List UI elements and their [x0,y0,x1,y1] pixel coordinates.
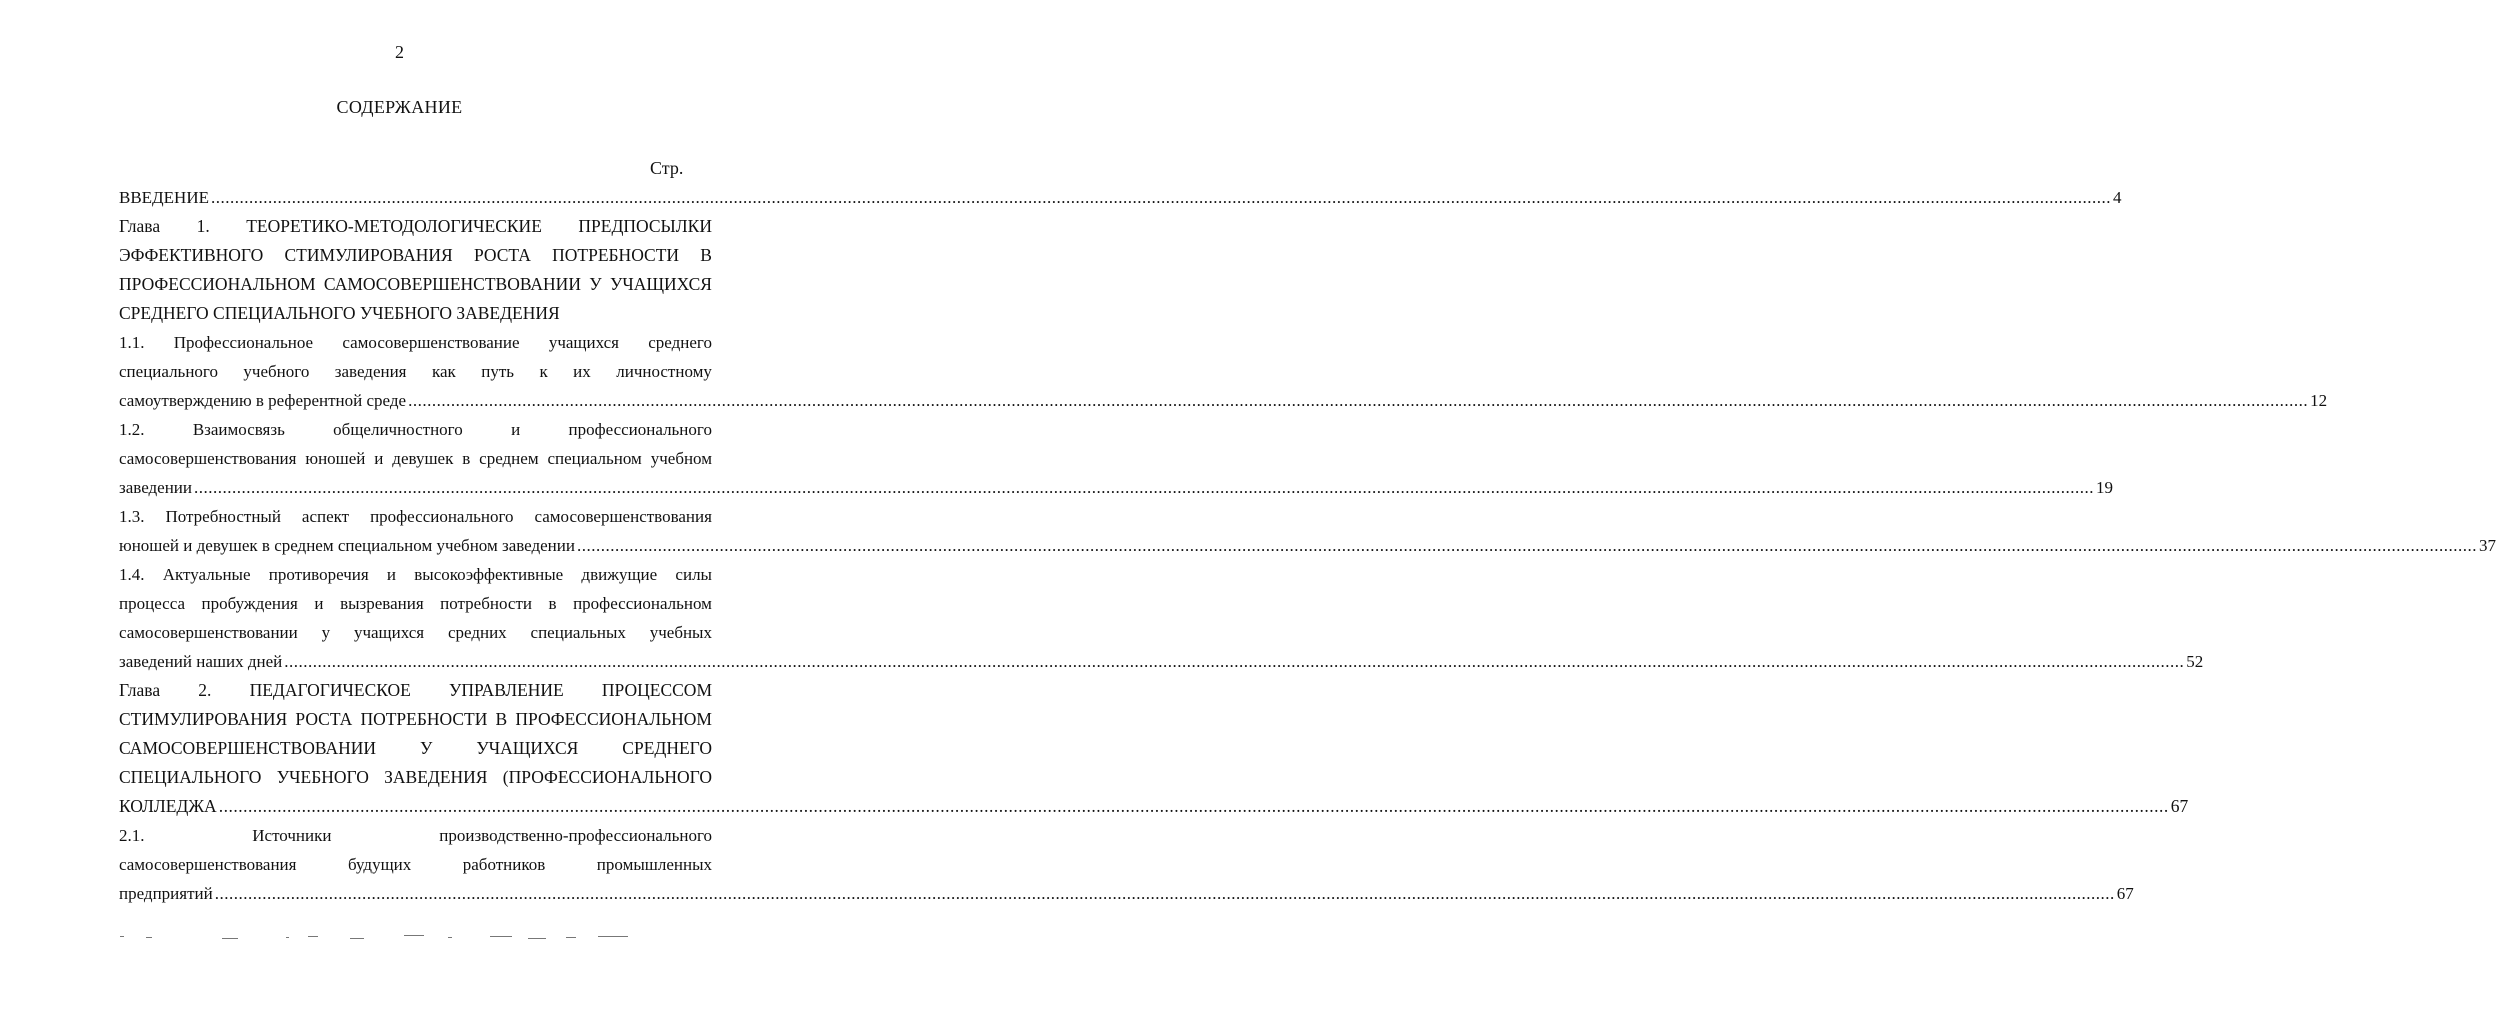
toc-line [119,705,712,734]
toc-word: к [539,362,548,381]
toc-line [119,444,712,473]
toc-word: СРЕДНЕГО [622,738,712,758]
toc-word: потребности [440,594,532,613]
toc-line [119,473,2113,502]
toc-entry-ch1[interactable] [119,212,712,328]
toc-entry-text: самоутверждению в референтной среде [119,391,407,410]
toc-line [119,502,712,531]
toc-word: СТИМУЛИРОВАНИЯ [284,245,453,265]
toc-word: У [589,274,602,294]
page-number: 2 [395,42,404,62]
toc-word: В [700,245,712,265]
toc-word: Потребностный [165,507,281,526]
toc-word: и [386,565,397,584]
page-column-label: Стр. [650,158,684,178]
toc-word: путь [481,362,514,381]
toc-word: СТИМУЛИРОВАНИЯ [119,709,288,729]
toc-word: и [374,449,384,468]
toc-word: девушек [392,449,454,468]
toc-entry-text: ВВЕДЕНИЕ [119,188,209,207]
dot-leader: ................................................................................................................................................................................................................................................................................................................................................................................................................ [408,391,2309,410]
scan-artifact-strip [118,928,638,948]
toc-word: учебном [650,449,712,468]
toc-word: специального [119,362,218,381]
toc-word: 1.2. [119,420,145,439]
toc-word: В [495,709,508,729]
dot-leader: ................................................................................................................................................................................................................................................................................................................................................................................................................ [210,188,2111,207]
toc-word: учащихся [548,333,619,352]
toc-word: самосовершенствовании [119,623,298,642]
toc-entry-s1-4[interactable] [119,560,2204,676]
toc-word: и [511,420,521,439]
toc-word: работников [462,855,546,874]
toc-line [119,212,712,241]
toc-entry-text: заведений наших дней [119,652,283,671]
toc-line [119,618,712,647]
toc-word: Глава [119,680,161,700]
toc-word: силы [675,565,712,584]
toc-page-number: 19 [2096,478,2113,497]
toc-word: профессионального [568,420,712,439]
toc-word: личностному [616,362,712,381]
toc-line [119,734,712,763]
toc-entry-text: юношей и девушек в среднем специальном учебном заведении [119,536,575,555]
toc-line [119,676,712,705]
toc-word: производственно-профессионального [439,826,712,845]
toc-word: УЧЕБНОГО [276,767,369,787]
toc-word: учащихся [353,623,425,642]
toc-line [119,821,712,850]
toc-word: у [321,623,331,642]
toc-word: 1.3. [119,507,145,526]
toc-word: ПРОФЕССИОНАЛЬНОМ [119,274,316,294]
toc-line [119,328,712,357]
toc-word: Профессиональное [173,333,314,352]
toc-entry-intro[interactable] [119,183,2122,212]
toc-word: профессионального [370,507,514,526]
toc-word: Взаимосвязь [192,420,285,439]
toc-line [119,357,712,386]
toc-page-number: 4 [2112,188,2122,207]
toc-line [119,850,712,879]
toc-line [119,763,712,792]
toc-word: УЧАЩИХСЯ [476,738,579,758]
toc-word: Актуальные [162,565,251,584]
toc-word: промышленных [596,855,712,874]
toc-word: ПОТРЕБНОСТИ [552,245,680,265]
toc-word: ПРОЦЕССОМ [601,680,712,700]
toc-word: и [314,594,324,613]
toc-word: в [462,449,471,468]
toc-word: ПРОФЕССИОНАЛЬНОМ [515,709,712,729]
toc-word: ЭФФЕКТИВНОГО [119,245,264,265]
toc-word: высокоэффективные [414,565,564,584]
toc-word: специальных [530,623,626,642]
toc-word: самосовершенствования [534,507,712,526]
toc-word: ПОТРЕБНОСТИ [360,709,488,729]
toc-word: профессиональном [573,594,712,613]
toc-word: САМОСОВЕРШЕНСТВОВАНИИ [323,274,581,294]
toc-entry-s1-1[interactable] [119,328,2328,415]
toc-word: САМОСОВЕРШЕНСТВОВАНИИ [119,738,377,758]
toc-line [119,241,712,270]
toc-word: движущие [581,565,658,584]
toc-line [119,415,712,444]
toc-page-number: 37 [2478,536,2496,555]
toc-word: специальном [547,449,642,468]
toc-word: учебного [243,362,310,381]
toc-word: РОСТА [473,245,531,265]
toc-entry-text: предприятий [119,884,213,903]
toc-word: ПЕДАГОГИЧЕСКОЕ [249,680,411,700]
toc-word: как [431,362,456,381]
toc-word: общеличностного [333,420,463,439]
toc-word: РОСТА [295,709,353,729]
toc-word: юношей [305,449,366,468]
toc-word: 1.1. [119,333,145,352]
toc-word: (ПРОФЕССИОНАЛЬНОГО [502,767,712,787]
toc-entry-s1-2[interactable] [119,415,2113,502]
toc-word: У [419,738,433,758]
toc-line [119,270,712,299]
toc-word: заведения [334,362,407,381]
toc-word: противоречия [268,565,369,584]
toc-word: Источники [252,826,332,845]
toc-entry-s2-1[interactable] [119,821,2134,908]
toc-word: самосовершенствования [119,449,297,468]
toc-page-number: 12 [2310,391,2328,410]
toc-word: 2. [198,680,212,700]
toc-page-number: 52 [2186,652,2204,671]
toc-word: будущих [347,855,412,874]
toc-word: пробуждения [201,594,298,613]
toc-entry-text: КОЛЛЕДЖА [119,796,217,816]
toc-line [119,792,2189,821]
toc-word: в [548,594,557,613]
toc-entry-text: СРЕДНЕГО СПЕЦИАЛЬНОГО УЧЕБНОГО ЗАВЕДЕНИЯ [119,303,560,323]
toc-word: учебных [649,623,712,642]
toc-word: 1.4. [119,565,145,584]
toc-word: Глава [119,216,161,236]
toc-word: ПРЕДПОСЫЛКИ [578,216,712,236]
toc-entry-ch2[interactable] [119,676,2189,821]
page-title: СОДЕРЖАНИЕ [336,97,463,117]
toc-word: самосовершенствование [342,333,520,352]
toc-entry-text: заведении [119,478,192,497]
toc-word: ТЕОРЕТИКО-МЕТОДОЛОГИЧЕСКИЕ [246,216,542,236]
toc-word: самосовершенствования [119,855,297,874]
toc-line [119,647,2204,676]
toc-line [119,386,2328,415]
toc-word: средних [447,623,507,642]
toc-entry-s1-3[interactable] [119,502,2496,560]
toc-word: СПЕЦИАЛЬНОГО [119,767,262,787]
toc-line [119,183,2122,212]
toc-word: процесса [119,594,186,613]
toc-word: их [573,362,591,381]
dot-leader: ................................................................................................................................................................................................................................................................................................................................................................................................................ [218,796,2169,816]
toc-word: УЧАЩИХСЯ [609,274,712,294]
toc-line [119,299,712,328]
toc-word: аспект [301,507,350,526]
toc-line [119,589,712,618]
toc-word: 1. [196,216,210,236]
dot-leader: ................................................................................................................................................................................................................................................................................................................................................................................................................ [284,652,2185,671]
toc-page-number: 67 [2116,884,2134,903]
toc-line [119,879,2134,908]
dot-leader: ................................................................................................................................................................................................................................................................................................................................................................................................................ [576,536,2477,555]
toc-word: среднем [479,449,539,468]
dot-leader: ................................................................................................................................................................................................................................................................................................................................................................................................................ [214,884,2115,903]
toc-word: вызревания [340,594,424,613]
toc-word: 2.1. [119,826,145,845]
toc-line [119,560,712,589]
toc-word: ЗАВЕДЕНИЯ [384,767,488,787]
toc-word: среднего [648,333,712,352]
toc-word: УПРАВЛЕНИЕ [449,680,564,700]
dot-leader: ................................................................................................................................................................................................................................................................................................................................................................................................................ [194,478,2094,497]
toc-line [119,531,2496,560]
toc-page-number: 67 [2170,796,2189,816]
